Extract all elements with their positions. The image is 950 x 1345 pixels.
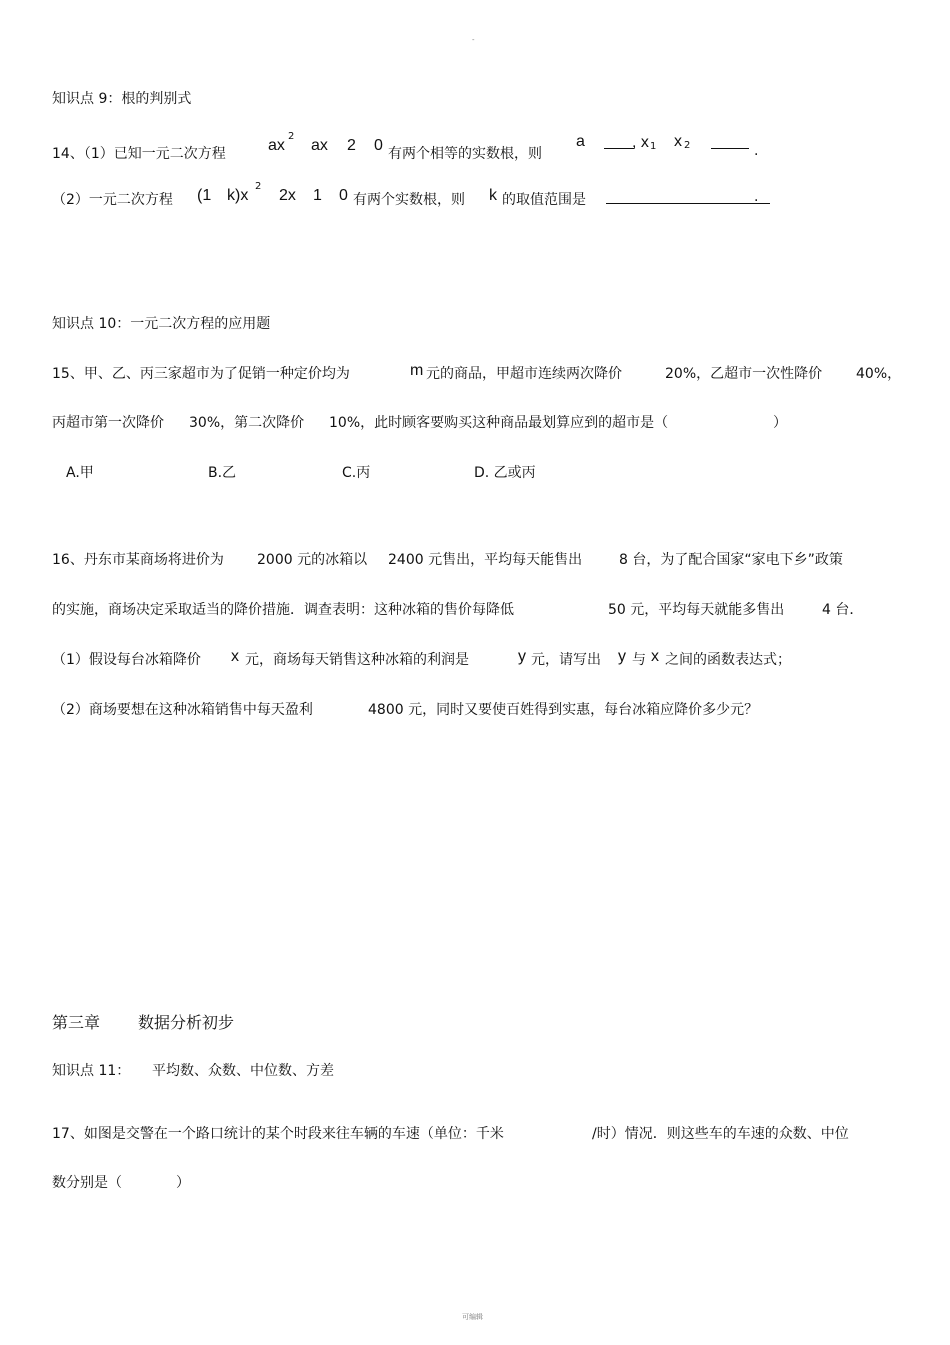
- q15-line1-a: 15、甲、乙、丙三家超市为了促销一种定价均为: [52, 366, 350, 382]
- eq1-exponent: 2: [288, 131, 295, 142]
- q15-var-m: m: [410, 362, 424, 379]
- q14-period2: .: [754, 189, 759, 205]
- q14-label: 14、（1）已知一元二次方程: [52, 146, 226, 162]
- answer-blank-a[interactable]: [604, 136, 634, 149]
- q16-line3-a: （1）假设每台冰箱降价: [52, 652, 201, 668]
- kp11-title: 平均数、众数、中位数、方差: [152, 1063, 334, 1079]
- q14-period: .: [754, 143, 759, 159]
- q16-line2-a: 的实施，商场决定采取适当的降价措施．调查表明：这种冰箱的售价每降低: [52, 602, 514, 618]
- chapter3-title: 数据分析初步: [138, 1013, 235, 1032]
- q16-line3-e: 之间的函数表达式；: [665, 652, 791, 668]
- x2-subscript: 2: [684, 140, 691, 151]
- q15-line2-a: 丙超市第一次降价: [52, 415, 164, 431]
- q16-line3-b: 元，商场每天销售这种冰箱的利润是: [245, 652, 469, 668]
- eq2-term-kx2: k)x: [227, 187, 249, 204]
- eq1-term-2: 2: [347, 137, 356, 154]
- eq2-exponent: 2: [255, 181, 262, 192]
- q16-line1-b: 2000 元的冰箱以: [257, 552, 368, 568]
- kp10-title: 知识点 10：一元二次方程的应用题: [52, 316, 271, 332]
- kp9-title: 知识点 9：根的判别式: [52, 91, 192, 107]
- q16-var-x2: x: [651, 648, 659, 665]
- q16-var-y: y: [518, 648, 526, 665]
- q14-text2: 有两个实数根，则: [353, 192, 465, 208]
- q17-line1-a: 17、如图是交警在一个路口统计的某个时段来往车辆的车速（单位：千米: [52, 1126, 504, 1142]
- q16-line1-c: 2400 元售出，平均每天能售出: [388, 552, 583, 568]
- eq2-term-2x: 2x: [279, 187, 296, 204]
- kp11-label: 知识点 11：: [52, 1063, 131, 1079]
- q16-line2-c: 4 台．: [822, 602, 864, 618]
- q17-line2-b: ）: [176, 1175, 190, 1191]
- q16-line3-c: 元，请写出: [531, 652, 601, 668]
- x2-label: x: [674, 133, 682, 150]
- eq1-term-ax2: ax: [268, 137, 285, 154]
- eq1-term-ax: ax: [311, 137, 328, 154]
- answer-blank-sum[interactable]: [711, 136, 749, 149]
- chapter3-label: 第三章: [52, 1013, 101, 1032]
- q14-text3: 的取值范围是: [502, 192, 586, 208]
- eq2-term-1b: 1: [313, 187, 322, 204]
- q15-option-d[interactable]: D. 乙或丙: [474, 465, 536, 481]
- var-a: a: [576, 133, 585, 150]
- q15-line2-b: 30%，第二次降价: [189, 415, 305, 431]
- q15-option-c[interactable]: C.丙: [342, 465, 371, 481]
- var-k: k: [489, 187, 497, 204]
- q16-var-x: x: [231, 648, 239, 665]
- eq2-term-0: 0: [339, 187, 348, 204]
- q16-line4-a: （2）商场要想在这种冰箱销售中每天盈利: [52, 702, 313, 718]
- eq1-term-0: 0: [374, 137, 383, 154]
- q16-var-y2: y: [618, 648, 626, 665]
- q15-option-a[interactable]: A.甲: [66, 465, 94, 481]
- q15-line1-b: 元的商品，甲超市连续两次降价: [426, 366, 622, 382]
- q15-line2-d: ）: [773, 415, 787, 431]
- q16-line2-b: 50 元，平均每天就能多售出: [608, 602, 785, 618]
- q16-line4-b: 4800 元，同时又要使百姓得到实惠，每台冰箱应降价多少元？: [368, 702, 759, 718]
- q16-line1-d: 8 台，为了配合国家“家电下乡”政策: [619, 552, 843, 568]
- q14-part2-label: （2）一元二次方程: [52, 192, 173, 208]
- x1-subscript: 1: [650, 141, 657, 152]
- answer-blank-k[interactable]: [606, 191, 770, 204]
- q15-line2-c: 10%，此时顾客要购买这种商品最划算应到的超市是（: [329, 415, 669, 431]
- q16-line3-d: 与: [632, 652, 646, 668]
- header-mark: -: [472, 36, 475, 44]
- x1-label: , x: [632, 134, 649, 151]
- q15-option-b[interactable]: B.乙: [208, 465, 237, 481]
- q15-line1-d: 40%，: [856, 366, 902, 382]
- eq2-term-1: (1: [197, 187, 212, 204]
- footer-editable: 可编辑: [462, 1313, 483, 1321]
- q14-text1: 有两个相等的实数根，则: [388, 146, 542, 162]
- q15-line1-c: 20%，乙超市一次性降价: [665, 366, 823, 382]
- q17-line2-a: 数分别是（: [52, 1175, 122, 1191]
- q16-line1-a: 16、丹东市某商场将进价为: [52, 552, 224, 568]
- q17-line1-b: /时）情况．则这些车的车速的众数、中位: [592, 1126, 849, 1142]
